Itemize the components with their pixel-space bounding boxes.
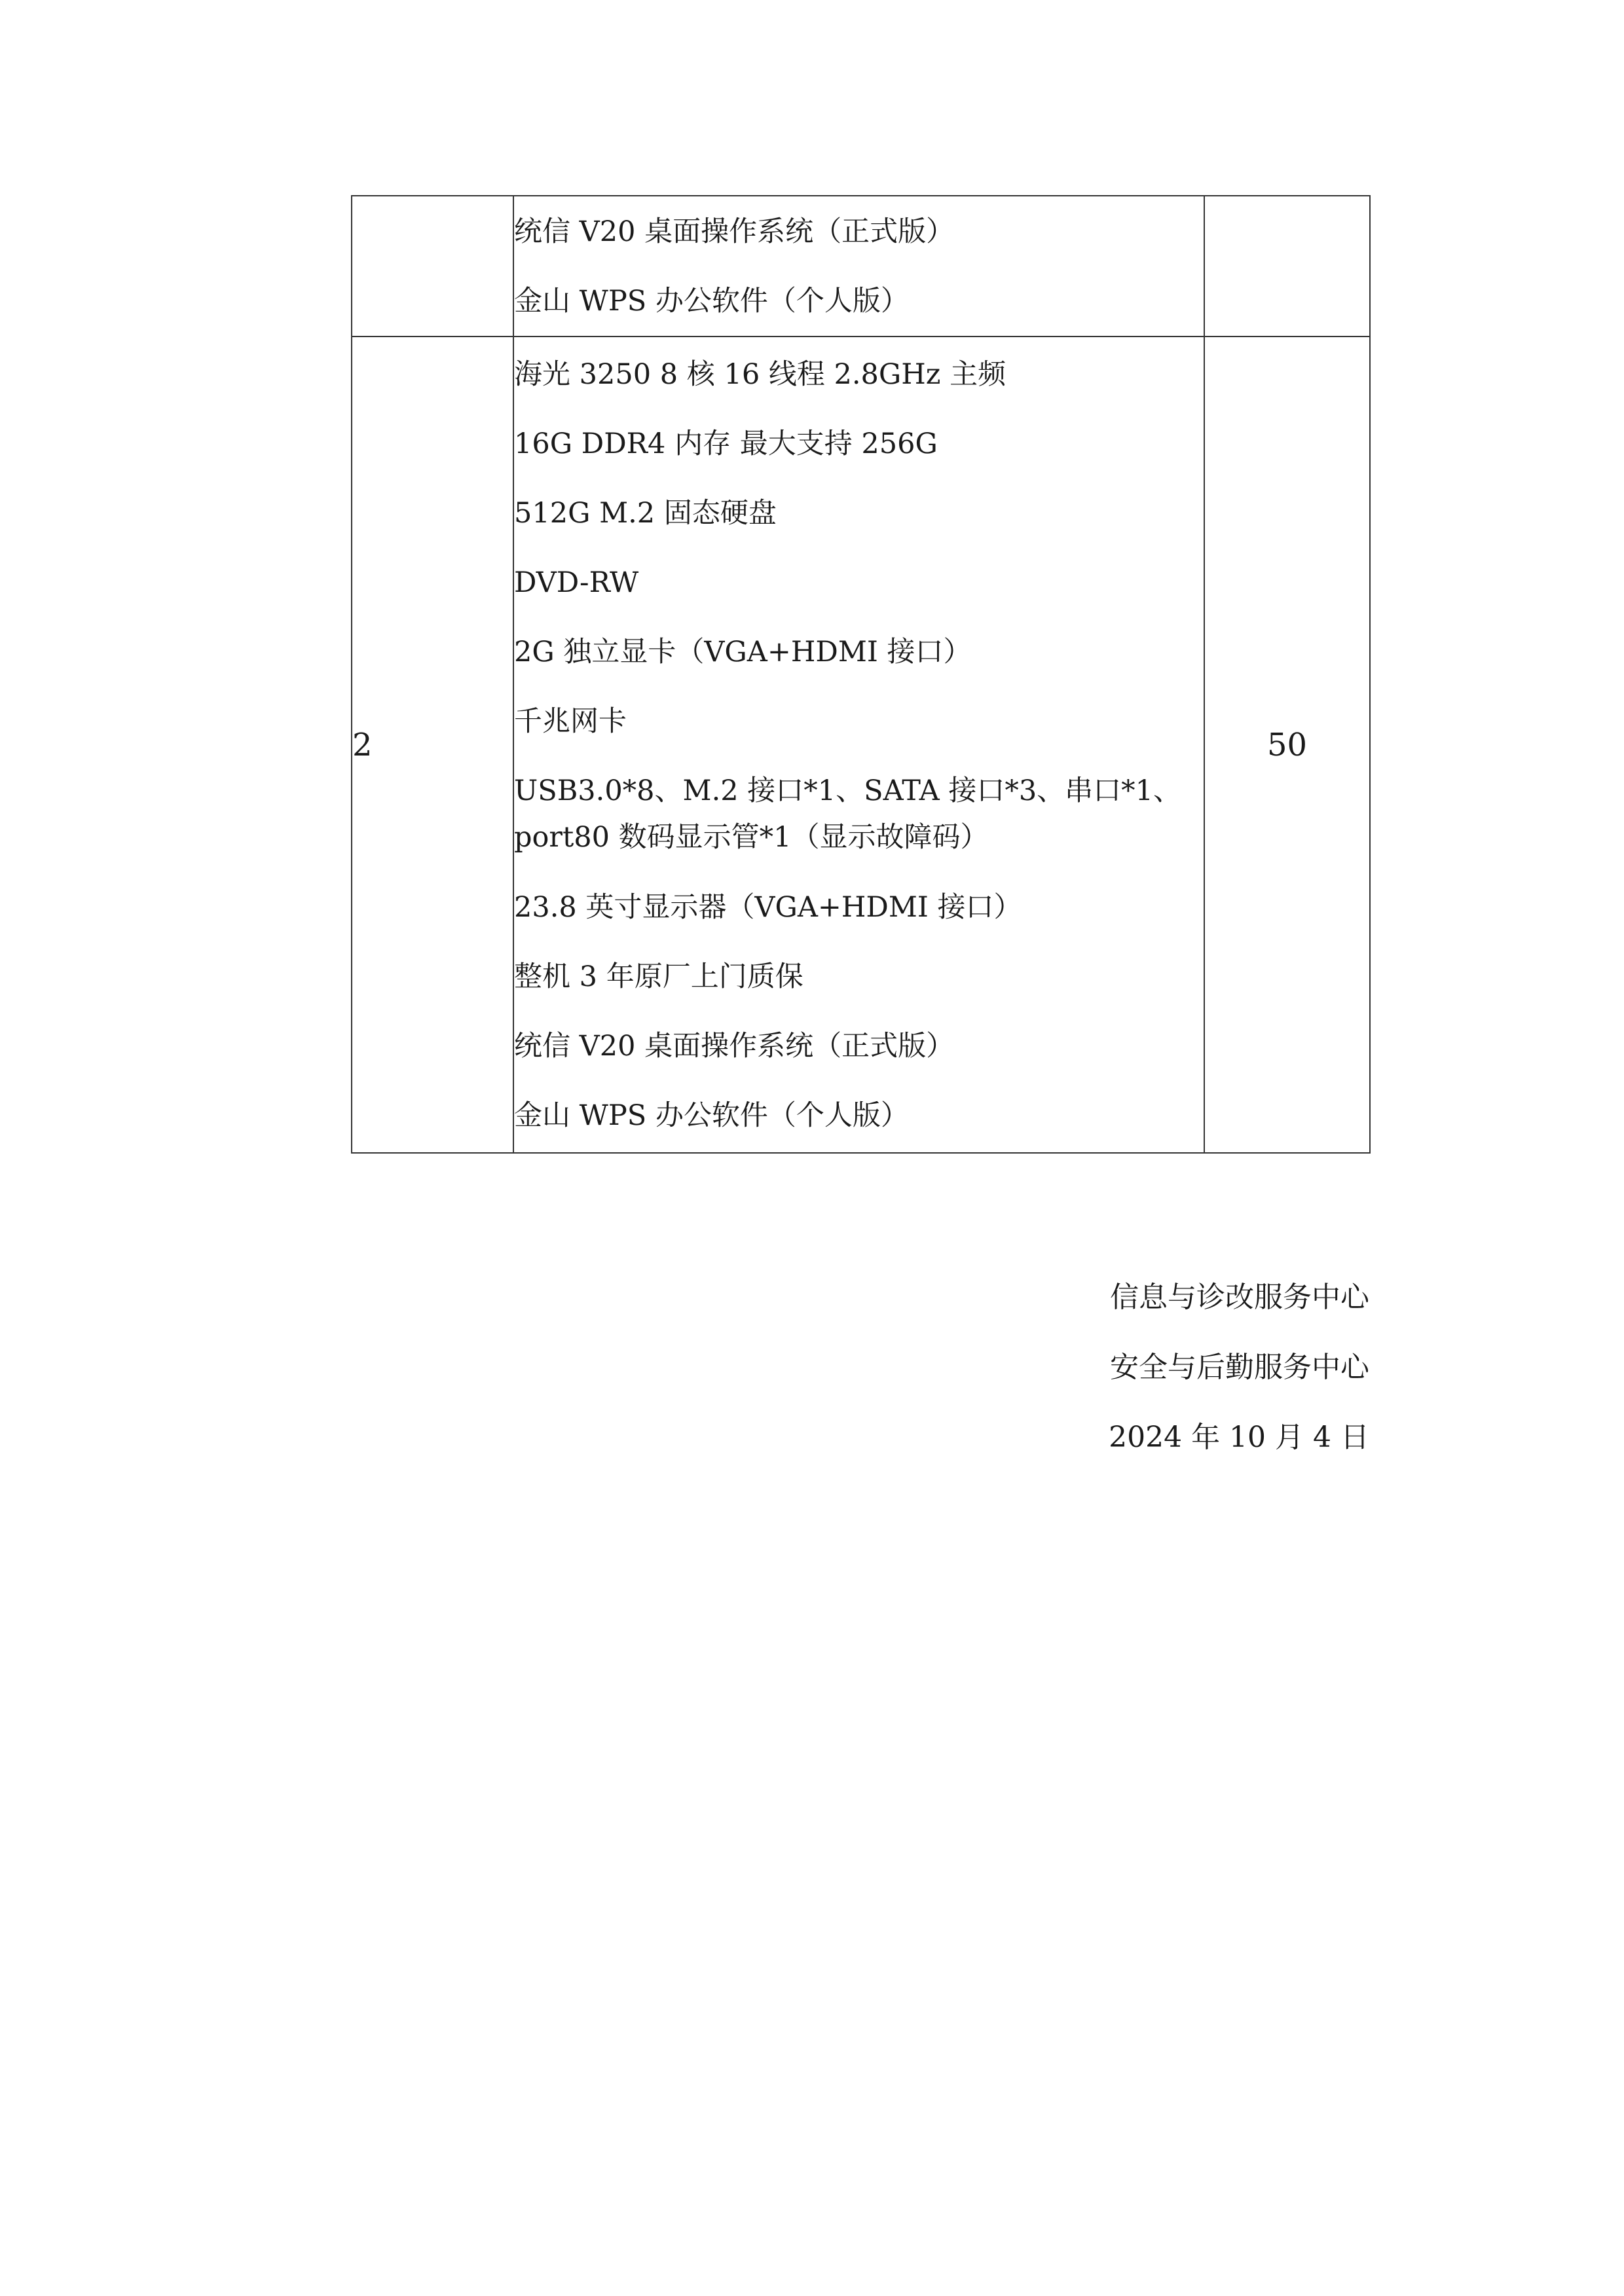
spec-line: 千兆网卡 [514, 704, 627, 738]
spec-line: 2G 独立显卡（VGA+HDMI 接口） [514, 635, 972, 668]
signature-date: 2024 年 10 月 4 日 [1109, 1421, 1369, 1454]
quantity-cell [1204, 196, 1370, 337]
spec-items-cell [513, 337, 1204, 1153]
spec-items-cell [513, 196, 1204, 337]
spec-line: DVD-RW [514, 566, 639, 599]
spec-line: 金山 WPS 办公软件（个人版） [514, 1099, 909, 1132]
table-row [352, 196, 1370, 337]
spec-line: 统信 V20 桌面操作系统（正式版） [514, 215, 955, 248]
equipment-spec-table [351, 195, 1371, 1154]
spec-line: 统信 V20 桌面操作系统（正式版） [514, 1029, 955, 1063]
spec-line: 金山 WPS 办公软件（个人版） [514, 284, 909, 318]
spec-line: 海光 3250 8 核 16 线程 2.8GHz 主频 [514, 357, 1006, 391]
signature-org-1: 信息与诊改服务中心 [1110, 1281, 1369, 1314]
row-number-cell: 2 [352, 337, 513, 1153]
spec-line: USB3.0*8、M.2 接口*1、SATA 接口*3、串口*1、port80 数码显示管*1（显示故障码） [514, 774, 1182, 854]
spec-line: 16G DDR4 内存 最大支持 256G [514, 427, 938, 460]
row-number-cell [352, 196, 513, 337]
signature-org-2: 安全与后勤服务中心 [1110, 1351, 1369, 1384]
spec-line: 23.8 英寸显示器（VGA+HDMI 接口） [514, 890, 1022, 924]
spec-line: 整机 3 年原厂上门质保 [514, 960, 803, 993]
spec-line: 512G M.2 固态硬盘 [514, 496, 777, 530]
table-row [352, 337, 1370, 1153]
quantity-cell: 50 [1204, 337, 1370, 1153]
